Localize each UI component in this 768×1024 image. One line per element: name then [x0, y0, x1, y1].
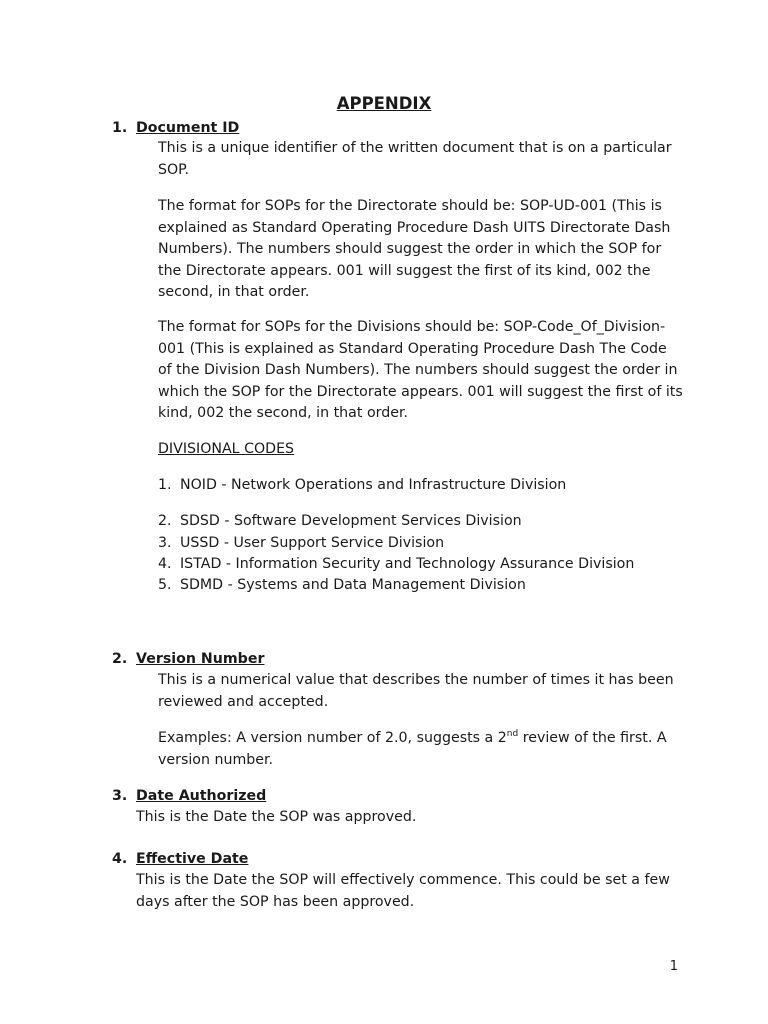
- list-item-number: 2.: [158, 513, 172, 529]
- section-number: 4.: [112, 851, 128, 867]
- section-heading-document-id: [112, 118, 239, 140]
- section-number: 1.: [112, 120, 128, 136]
- list-item-text: USSD - User Support Service Division: [180, 535, 445, 551]
- effective-date-description: This is the Date the SOP will effectively commence. This could be set a few days after the SOP has been approved.: [136, 872, 670, 910]
- section-heading-text: Version Number: [136, 651, 265, 667]
- list-item-number: 3.: [158, 535, 172, 551]
- document-id-description: This is a unique identifier of the written document that is on a particular SOP.: [158, 140, 672, 178]
- list-item: [158, 511, 678, 533]
- list-item: [158, 475, 678, 497]
- section-heading-version-number: [112, 649, 264, 671]
- date-authorized-description: This is the Date the SOP was approved.: [136, 809, 417, 825]
- section-heading-text: Date Authorized: [136, 788, 267, 804]
- list-item: [158, 554, 678, 576]
- list-item: [158, 533, 678, 555]
- section-heading-date-authorized: [112, 786, 266, 808]
- divisional-codes-heading: DIVISIONAL CODES: [158, 441, 295, 457]
- list-item: [158, 575, 678, 597]
- page-title: APPENDIX: [336, 94, 432, 113]
- page-number: 1: [669, 959, 678, 974]
- section-heading-text: Document ID: [136, 120, 240, 136]
- division-format-paragraph: The format for SOPs for the Divisions should be: SOP-Code_Of_Division-001 (This is explained as Standard Operating Procedure Dash The Code of the Division Dash Numbers). The numbers should suggest the order in which the SOP for the Directorate appears. 001 will suggest the first of its kind, 002 the second, in that order.: [158, 319, 683, 421]
- ordinal-superscript: nd: [506, 729, 519, 739]
- list-item-text: NOID - Network Operations and Infrastructure Division: [180, 477, 567, 493]
- example-text-continued: review of the first. A version number.: [158, 730, 667, 768]
- version-number-description: This is a numerical value that describes the number of times it has been reviewed and accepted.: [158, 672, 674, 710]
- list-item-text: SDSD - Software Development Services Division: [180, 513, 522, 529]
- list-item-text: ISTAD - Information Security and Technology Assurance Division: [180, 556, 635, 572]
- section-number: 3.: [112, 788, 128, 804]
- list-item-number: 5.: [158, 577, 172, 593]
- directorate-format-paragraph: The format for SOPs for the Directorate should be: SOP-UD-001 (This is explained as Standard Operating Procedure Dash UITS Directorate Dash Numbers). The numbers should suggest the order in which the SOP for the Directorate appears. 001 will suggest the first of its kind, 002 the second, in that order.: [158, 198, 671, 300]
- section-heading-text: Effective Date: [136, 851, 249, 867]
- section-number: 2.: [112, 651, 128, 667]
- section-heading-effective-date: [112, 849, 248, 871]
- list-item-number: 4.: [158, 556, 172, 572]
- list-item-number: 1.: [158, 477, 172, 493]
- version-number-example: [158, 728, 683, 771]
- list-item-text: SDMD - Systems and Data Management Division: [180, 577, 526, 593]
- example-text: Examples: A version number of 2.0, suggests a 2: [158, 730, 507, 746]
